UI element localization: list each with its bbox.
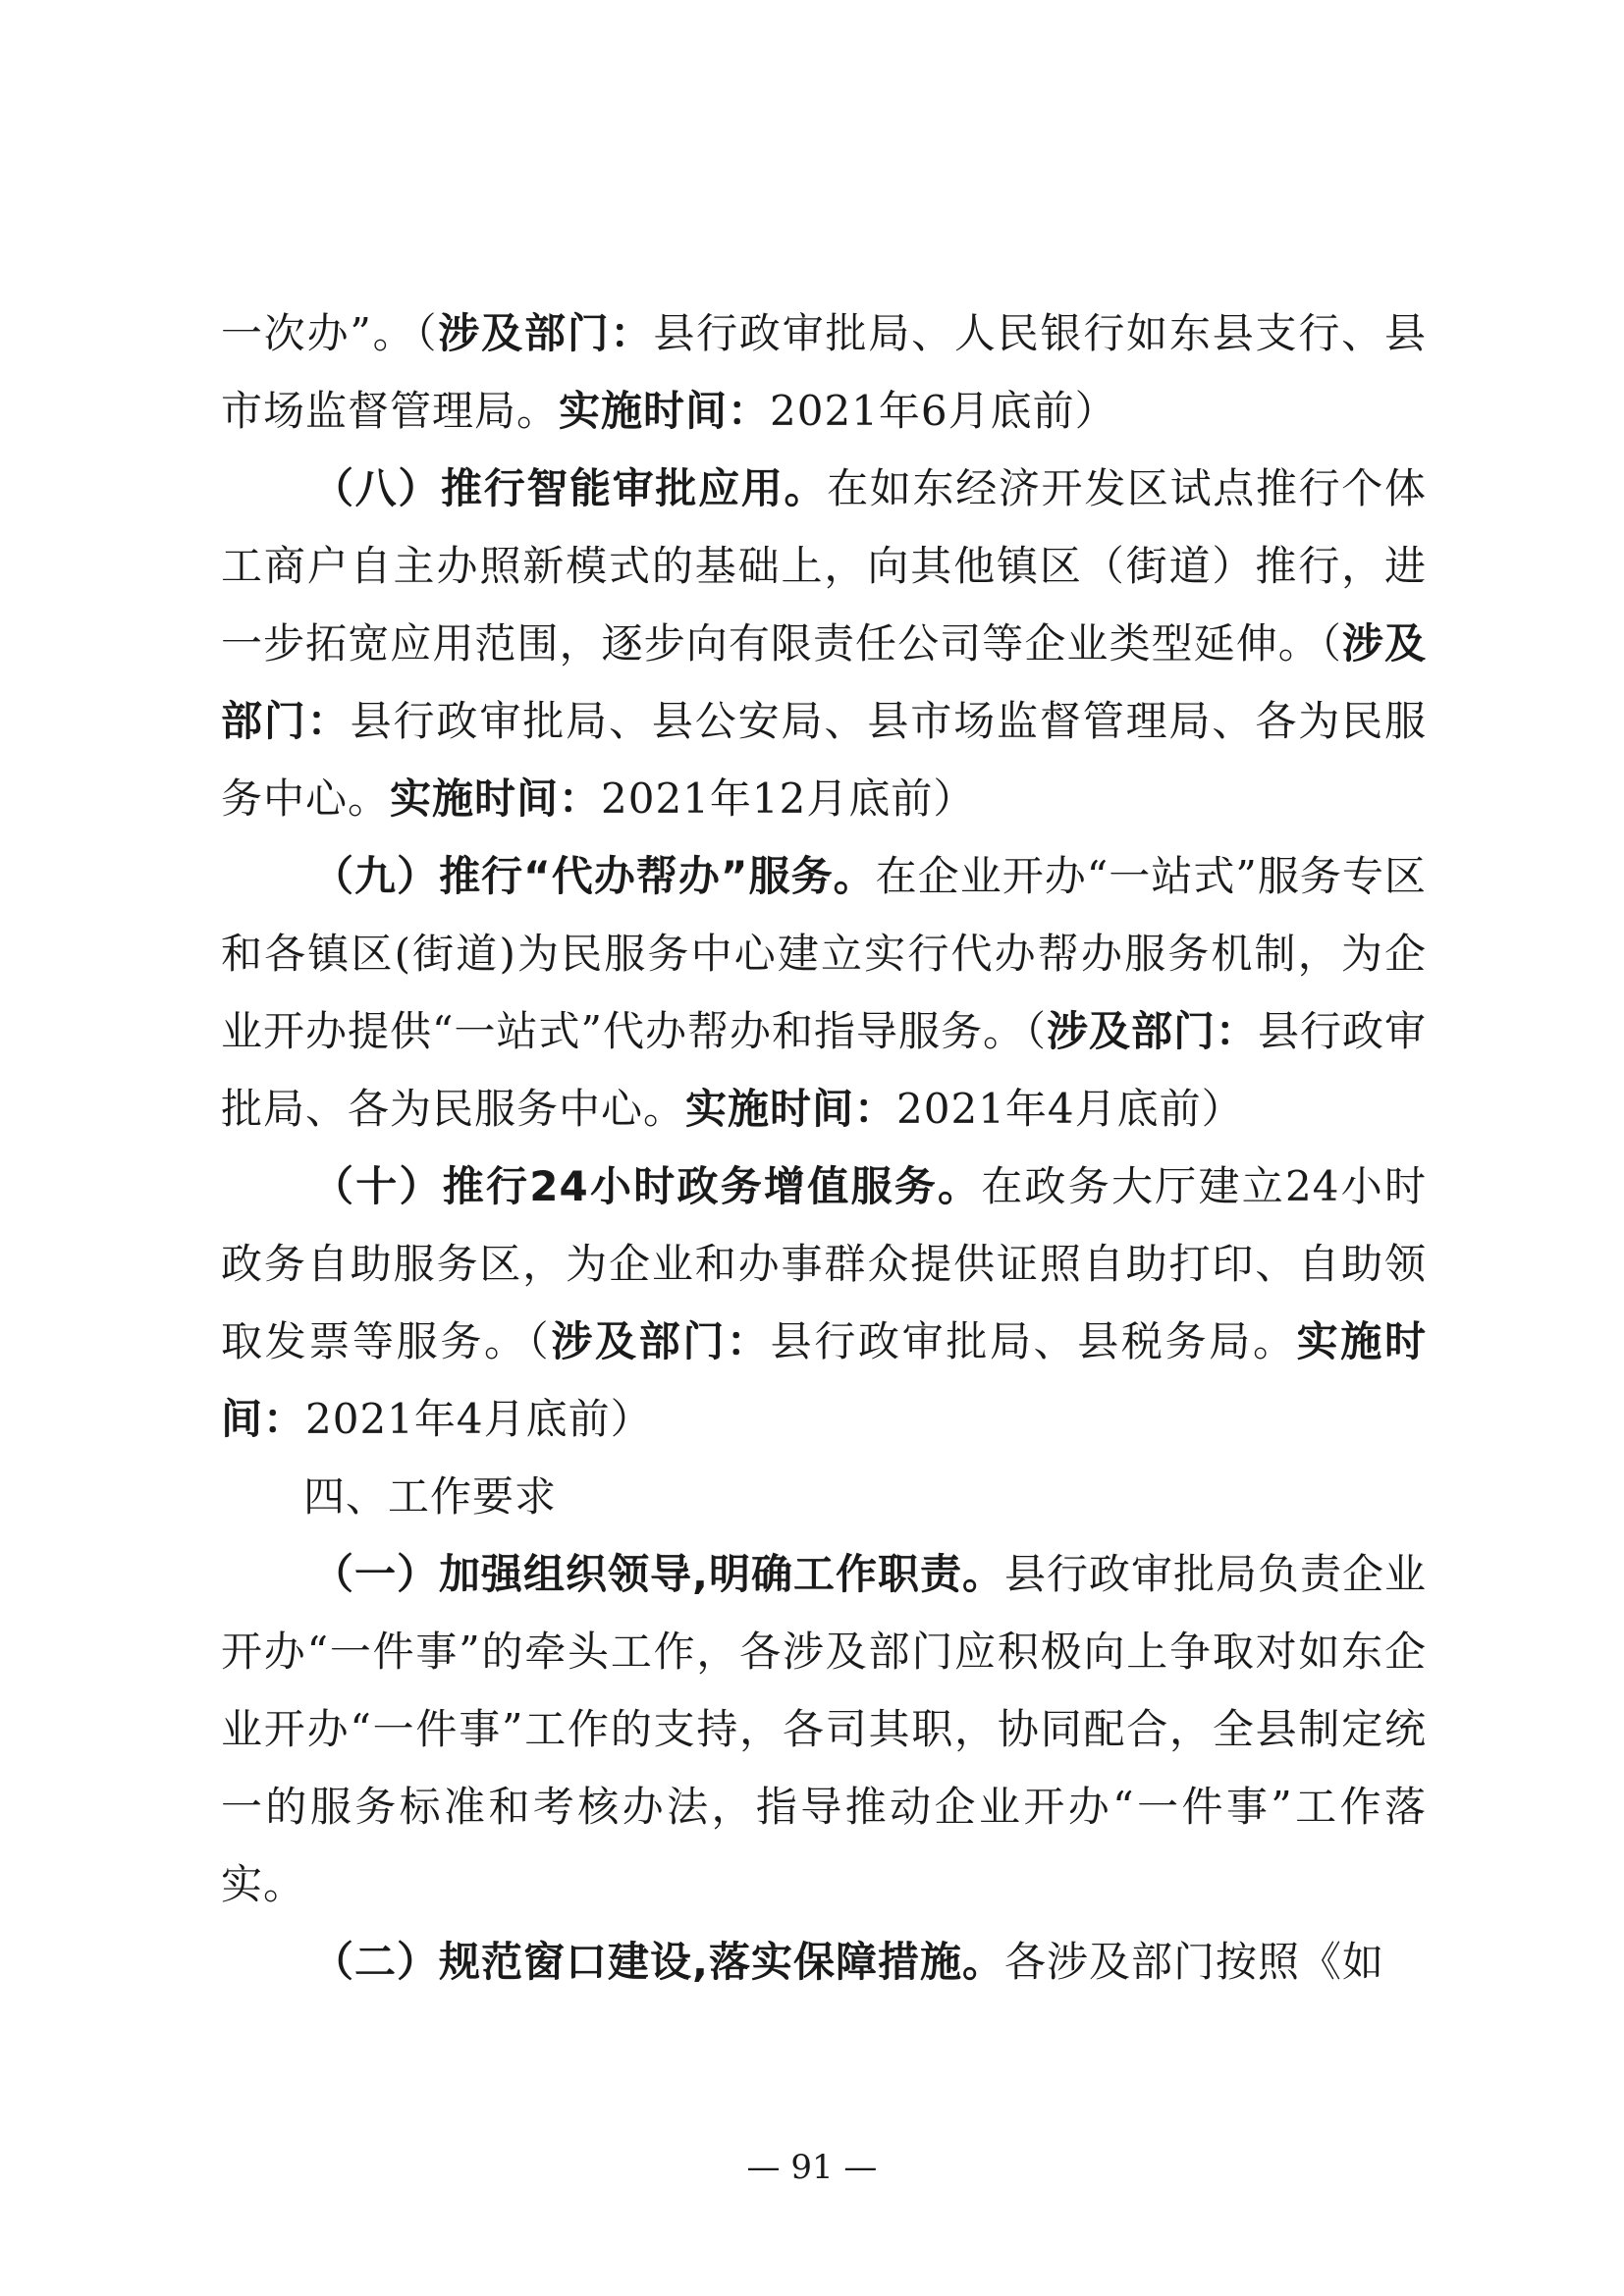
bold-text-segment: （八）推行智能审批应用。 bbox=[312, 464, 828, 512]
bold-text-segment: 实施时间： bbox=[559, 387, 771, 435]
paragraph bbox=[221, 1148, 1427, 1458]
bold-text-segment: （九）推行“代办帮办”服务。 bbox=[312, 852, 876, 900]
document-body bbox=[221, 294, 1427, 2001]
paragraph bbox=[221, 1535, 1427, 1923]
text-segment: 2021年4月底前） bbox=[305, 1395, 653, 1443]
text-segment: 2021年4月底前） bbox=[896, 1085, 1244, 1133]
bold-text-segment: 实施时间： bbox=[221, 1317, 1427, 1443]
paragraph bbox=[221, 837, 1427, 1148]
bold-text-segment: 实施时间： bbox=[390, 774, 602, 823]
bold-text-segment: 实施时间： bbox=[685, 1085, 897, 1133]
text-segment: 县行政审批局、县税务局。 bbox=[770, 1317, 1297, 1365]
text-segment: 各涉及部门按照《如 bbox=[1003, 1938, 1384, 1986]
paragraph bbox=[221, 1923, 1427, 2001]
bold-text-segment: 涉及部门： bbox=[438, 309, 654, 357]
paragraph bbox=[221, 450, 1427, 837]
section-heading bbox=[221, 1458, 1427, 1535]
bold-text-segment: （十）推行24小时政务增值服务。 bbox=[312, 1162, 982, 1210]
bold-text-segment: 涉及部门： bbox=[221, 619, 1427, 745]
text-segment: 县行政审批局、各为民服务中心。 bbox=[221, 1007, 1427, 1133]
text-segment: 县行政审批局、人民银行如东县支行、县市场监督管理局。 bbox=[221, 309, 1427, 435]
text-segment: 县行政审批局负责企业开办“一件事”的牵头工作，各涉及部门应积极向上争取对如东企业开办“一件事”工作的支持，各司其职，协同配合，全县制定统一的服务标准和考核办法，指导推动企业开办“一件事”工作落实。 bbox=[221, 1550, 1427, 1908]
text-segment: 在企业开办“一站式”服务专区和各镇区(街道)为民服务中心建立实行代办帮办服务机制，为企业开办提供“一站式”代办帮办和指导服务。（ bbox=[221, 852, 1427, 1055]
bold-text-segment: 涉及部门： bbox=[551, 1317, 771, 1365]
bold-text-segment: （二）规范窗口建设,落实保障措施。 bbox=[312, 1938, 1004, 1986]
text-segment: 县行政审批局、县公安局、县市场监督管理局、各为民服务中心。 bbox=[221, 697, 1427, 823]
text-segment: 四、工作要求 bbox=[303, 1472, 558, 1521]
text-segment: 2021年6月底前） bbox=[770, 387, 1117, 435]
text-segment: 一次办”。（ bbox=[221, 309, 439, 357]
text-segment: 在政务大厅建立24小时政务自助服务区，为企业和办事群众提供证照自助打印、自助领取发票等服务。（ bbox=[221, 1162, 1427, 1365]
bold-text-segment: （一）加强组织领导,明确工作职责。 bbox=[312, 1550, 1004, 1598]
text-segment: 在如东经济开发区试点推行个体工商户自主办照新模式的基础上，向其他镇区（街道）推行，进一步拓宽应用范围，逐步向有限责任公司等企业类型延伸。（ bbox=[221, 464, 1427, 667]
text-segment: 2021年12月底前） bbox=[601, 774, 976, 823]
paragraph bbox=[221, 294, 1427, 450]
page-number: — 91 — bbox=[746, 2148, 878, 2187]
bold-text-segment: 涉及部门： bbox=[1046, 1007, 1258, 1055]
